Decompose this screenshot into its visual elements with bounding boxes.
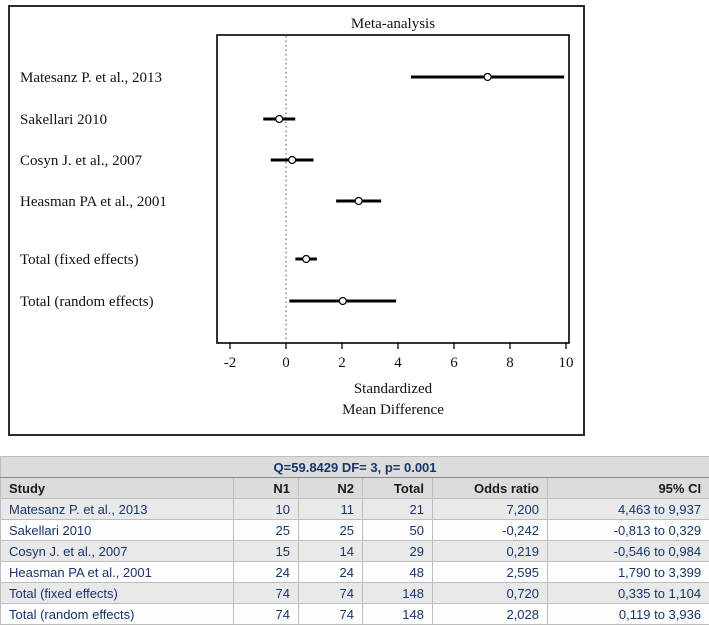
value-cell: 10 xyxy=(234,499,299,520)
value-cell: 74 xyxy=(234,583,299,604)
estimate-marker xyxy=(339,298,346,305)
estimate-marker xyxy=(289,157,296,164)
value-cell: -0,813 to 0,329 xyxy=(548,520,709,541)
value-cell: 25 xyxy=(234,520,299,541)
study-label: Total (fixed effects) xyxy=(20,252,139,268)
x-tick-label: 0 xyxy=(282,355,290,371)
study-cell: Total (random effects) xyxy=(1,604,234,625)
value-cell: 0,219 xyxy=(433,541,548,562)
table-body xyxy=(1,499,709,625)
column-header-n2: N2 xyxy=(299,478,363,499)
study-cell: Heasman PA et al., 2001 xyxy=(1,562,234,583)
forest-plot-chart xyxy=(10,7,583,434)
plot-title: Meta-analysis xyxy=(350,16,436,32)
estimate-marker xyxy=(303,256,310,263)
estimate-marker xyxy=(484,74,491,81)
value-cell: 50 xyxy=(363,520,433,541)
table-row xyxy=(1,541,709,562)
x-axis-label-line2: Mean Difference xyxy=(342,402,444,418)
study-label: Total (random effects) xyxy=(20,294,154,310)
column-header-study: Study xyxy=(1,478,234,499)
table-row xyxy=(1,520,709,541)
value-cell: 4,463 to 9,937 xyxy=(548,499,709,520)
table-header-row xyxy=(1,478,709,499)
results-table xyxy=(0,456,709,625)
x-tick-label: 4 xyxy=(394,355,402,371)
value-cell: 148 xyxy=(363,583,433,604)
x-tick-label: 6 xyxy=(450,355,458,371)
value-cell: -0,242 xyxy=(433,520,548,541)
table-row xyxy=(1,499,709,520)
estimate-marker xyxy=(355,198,362,205)
x-tick-label: 2 xyxy=(338,355,346,371)
study-label: Matesanz P. et al., 2013 xyxy=(20,70,163,86)
study-cell: Sakellari 2010 xyxy=(1,520,234,541)
table-row xyxy=(1,604,709,625)
column-header-odds-ratio: Odds ratio xyxy=(433,478,548,499)
value-cell: 29 xyxy=(363,541,433,562)
value-cell: 0,335 to 1,104 xyxy=(548,583,709,604)
study-label: Cosyn J. et al., 2007 xyxy=(20,153,143,169)
study-cell: Total (fixed effects) xyxy=(1,583,234,604)
heterogeneity-stats-row xyxy=(1,457,709,478)
study-cell: Cosyn J. et al., 2007 xyxy=(1,541,234,562)
table-row xyxy=(1,562,709,583)
value-cell: 24 xyxy=(299,562,363,583)
value-cell: 0,119 to 3,936 xyxy=(548,604,709,625)
study-label: Heasman PA et al., 2001 xyxy=(20,194,167,210)
value-cell: 148 xyxy=(363,604,433,625)
value-cell: 74 xyxy=(299,583,363,604)
value-cell: 11 xyxy=(299,499,363,520)
column-header-95ci: 95% CI xyxy=(548,478,709,499)
value-cell: 48 xyxy=(363,562,433,583)
table-row xyxy=(1,583,709,604)
x-axis-label-line1: Standardized xyxy=(353,381,433,397)
value-cell: 74 xyxy=(299,604,363,625)
estimate-marker xyxy=(276,116,283,123)
value-cell: 2,028 xyxy=(433,604,548,625)
study-label: Sakellari 2010 xyxy=(20,112,108,128)
study-cell: Matesanz P. et al., 2013 xyxy=(1,499,234,520)
value-cell: 14 xyxy=(299,541,363,562)
value-cell: 15 xyxy=(234,541,299,562)
value-cell: 21 xyxy=(363,499,433,520)
plot-frame xyxy=(217,35,569,343)
x-tick-label: -2 xyxy=(223,355,237,371)
value-cell: 7,200 xyxy=(433,499,548,520)
value-cell: 0,720 xyxy=(433,583,548,604)
column-header-n1: N1 xyxy=(234,478,299,499)
value-cell: 2,595 xyxy=(433,562,548,583)
value-cell: 1,790 to 3,399 xyxy=(548,562,709,583)
value-cell: 24 xyxy=(234,562,299,583)
heterogeneity-stats: Q=59.8429 DF= 3, p= 0.001 xyxy=(1,457,709,478)
x-tick-label: 8 xyxy=(506,355,514,371)
value-cell: -0,546 to 0,984 xyxy=(548,541,709,562)
value-cell: 74 xyxy=(234,604,299,625)
forest-plot-figure xyxy=(8,5,585,436)
column-header-total: Total xyxy=(363,478,433,499)
value-cell: 25 xyxy=(299,520,363,541)
x-tick-label: 10 xyxy=(558,355,574,371)
